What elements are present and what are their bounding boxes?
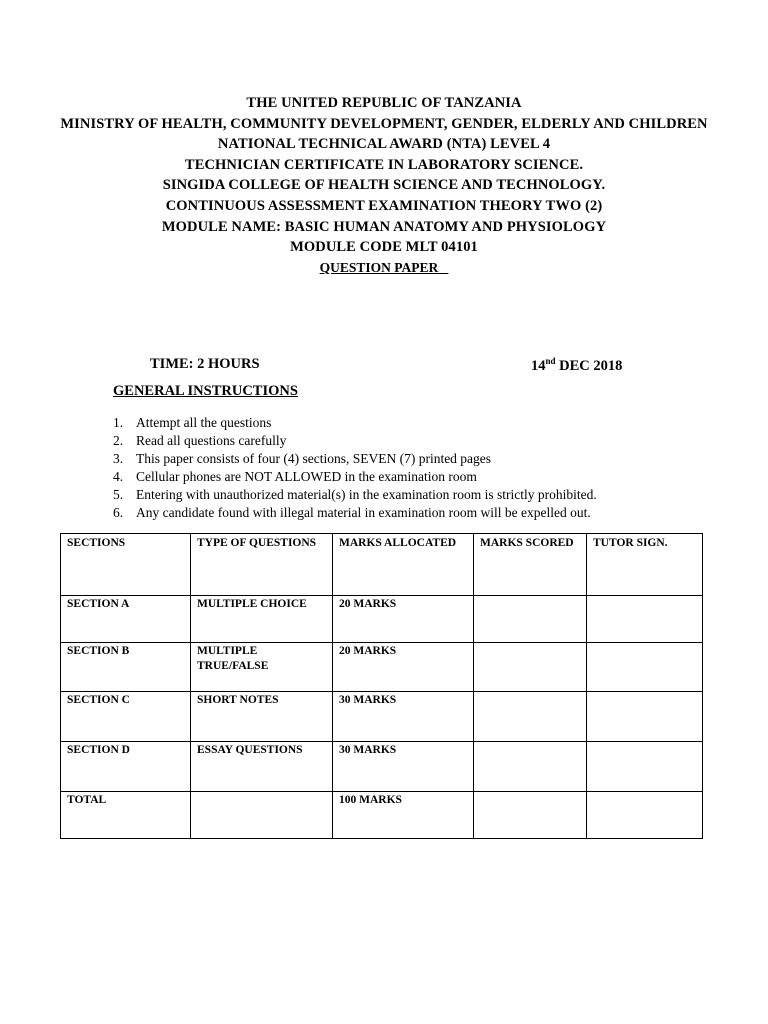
header-cell-tutor-sign: [587, 534, 703, 596]
table-cell: 30 MARKS: [333, 692, 474, 742]
table-cell: SECTION A: [61, 596, 191, 643]
table-header-row: [61, 534, 703, 596]
marks-scored-cell: [474, 643, 587, 692]
question-paper-text: QUESTION PAPER: [319, 259, 439, 275]
tutor-sign-cell: [587, 742, 703, 792]
list-item: [113, 486, 713, 504]
exam-date: [531, 356, 622, 375]
marks-table: [60, 533, 703, 839]
exam-time: TIME: 2 HOURS: [150, 356, 260, 372]
list-item: [113, 450, 713, 468]
list-item-text: Any candidate found with illegal material in examination room will be expelled out.: [136, 505, 591, 520]
table-cell: SECTION B: [61, 643, 191, 692]
table-cell: MULTIPLE CHOICE: [191, 596, 333, 643]
list-item: [113, 432, 713, 450]
header-cell-text: TYPE OF QUESTIONS: [197, 537, 317, 549]
list-item-text: This paper consists of four (4) sections, SEVEN (7) printed pages: [136, 451, 492, 466]
header-module-name: MODULE NAME: BASIC HUMAN ANATOMY AND PHYSIOLOGY: [161, 218, 607, 235]
header-cell-type: [191, 534, 333, 596]
list-item: [113, 414, 713, 432]
list-item-text: Attempt all the questions: [136, 415, 272, 430]
list-item-text: Entering with unauthorized material(s) in the examination room is strictly prohibited.: [136, 487, 597, 502]
list-item-number: 6.: [113, 505, 124, 520]
table-cell: 30 MARKS: [333, 742, 474, 792]
question-paper-label: [60, 258, 708, 278]
exam-date-month-year: DEC 2018: [559, 357, 623, 374]
list-item-number: 3.: [113, 451, 124, 466]
marks-scored-cell: [474, 742, 587, 792]
table-row: [61, 742, 703, 792]
header-cell-text: MARKS ALLOCATED: [339, 537, 457, 549]
list-item-number: 1.: [113, 415, 124, 430]
table-cell: 100 MARKS: [333, 792, 474, 839]
instructions-list: [113, 414, 713, 522]
header-exam-title: CONTINUOUS ASSESSMENT EXAMINATION THEORY TWO (2): [165, 197, 603, 214]
tutor-sign-cell: [587, 596, 703, 643]
header-college: SINGIDA COLLEGE OF HEALTH SCIENCE AND TECHNOLOGY.: [162, 177, 606, 194]
marks-scored-cell: [474, 792, 587, 839]
list-item-number: 2.: [113, 433, 124, 448]
header-country: THE UNITED REPUBLIC OF TANZANIA: [246, 95, 522, 111]
header-cell-marks-allocated: [333, 534, 474, 596]
marks-scored-cell: [474, 596, 587, 643]
table-cell: MULTIPLE TRUE/FALSE: [191, 643, 333, 692]
table-row: [61, 692, 703, 742]
list-item-number: 5.: [113, 487, 124, 502]
table-cell: [191, 792, 333, 839]
header-cell-text: TUTOR SIGN.: [593, 537, 668, 549]
table-cell: SECTION D: [61, 742, 191, 792]
list-item-number: 4.: [113, 469, 124, 484]
header-module-code: MODULE CODE MLT 04101: [290, 239, 478, 256]
tutor-sign-cell: [587, 643, 703, 692]
tutor-sign-cell: [587, 792, 703, 839]
table-row-total: [61, 792, 703, 839]
header-cell-marks-scored: [474, 534, 587, 596]
header-cell-text: MARKS SCORED: [480, 537, 574, 549]
header-cell-sections: [61, 534, 191, 596]
document-header: [60, 93, 708, 278]
table-row: [61, 596, 703, 643]
general-instructions-title: GENERAL INSTRUCTIONS: [113, 383, 298, 399]
list-item-text: Cellular phones are NOT ALLOWED in the examination room: [136, 469, 477, 484]
table-cell: SECTION C: [61, 692, 191, 742]
header-cell-text: SECTIONS: [67, 537, 126, 549]
header-ministry: MINISTRY OF HEALTH, COMMUNITY DEVELOPMENT, GENDER, ELDERLY AND CHILDREN: [60, 115, 708, 132]
marks-scored-cell: [474, 692, 587, 742]
header-certificate: TECHNICIAN CERTIFICATE IN LABORATORY SCIENCE.: [184, 156, 584, 173]
list-item: [113, 468, 713, 486]
tutor-sign-cell: [587, 692, 703, 742]
exam-date-day: 14: [531, 357, 546, 374]
table-row: [61, 643, 703, 692]
header-award-level: NATIONAL TECHNICAL AWARD (NTA) LEVEL 4: [217, 136, 551, 153]
time-date-row: [150, 356, 630, 376]
table-cell: ESSAY QUESTIONS: [191, 742, 333, 792]
table-cell: 20 MARKS: [333, 596, 474, 643]
exam-date-suffix: nd: [545, 356, 556, 366]
table-cell: SHORT NOTES: [191, 692, 333, 742]
table-cell: TOTAL: [61, 792, 191, 839]
table-cell: 20 MARKS: [333, 643, 474, 692]
list-item-text: Read all questions carefully: [136, 433, 287, 448]
list-item: [113, 504, 713, 522]
